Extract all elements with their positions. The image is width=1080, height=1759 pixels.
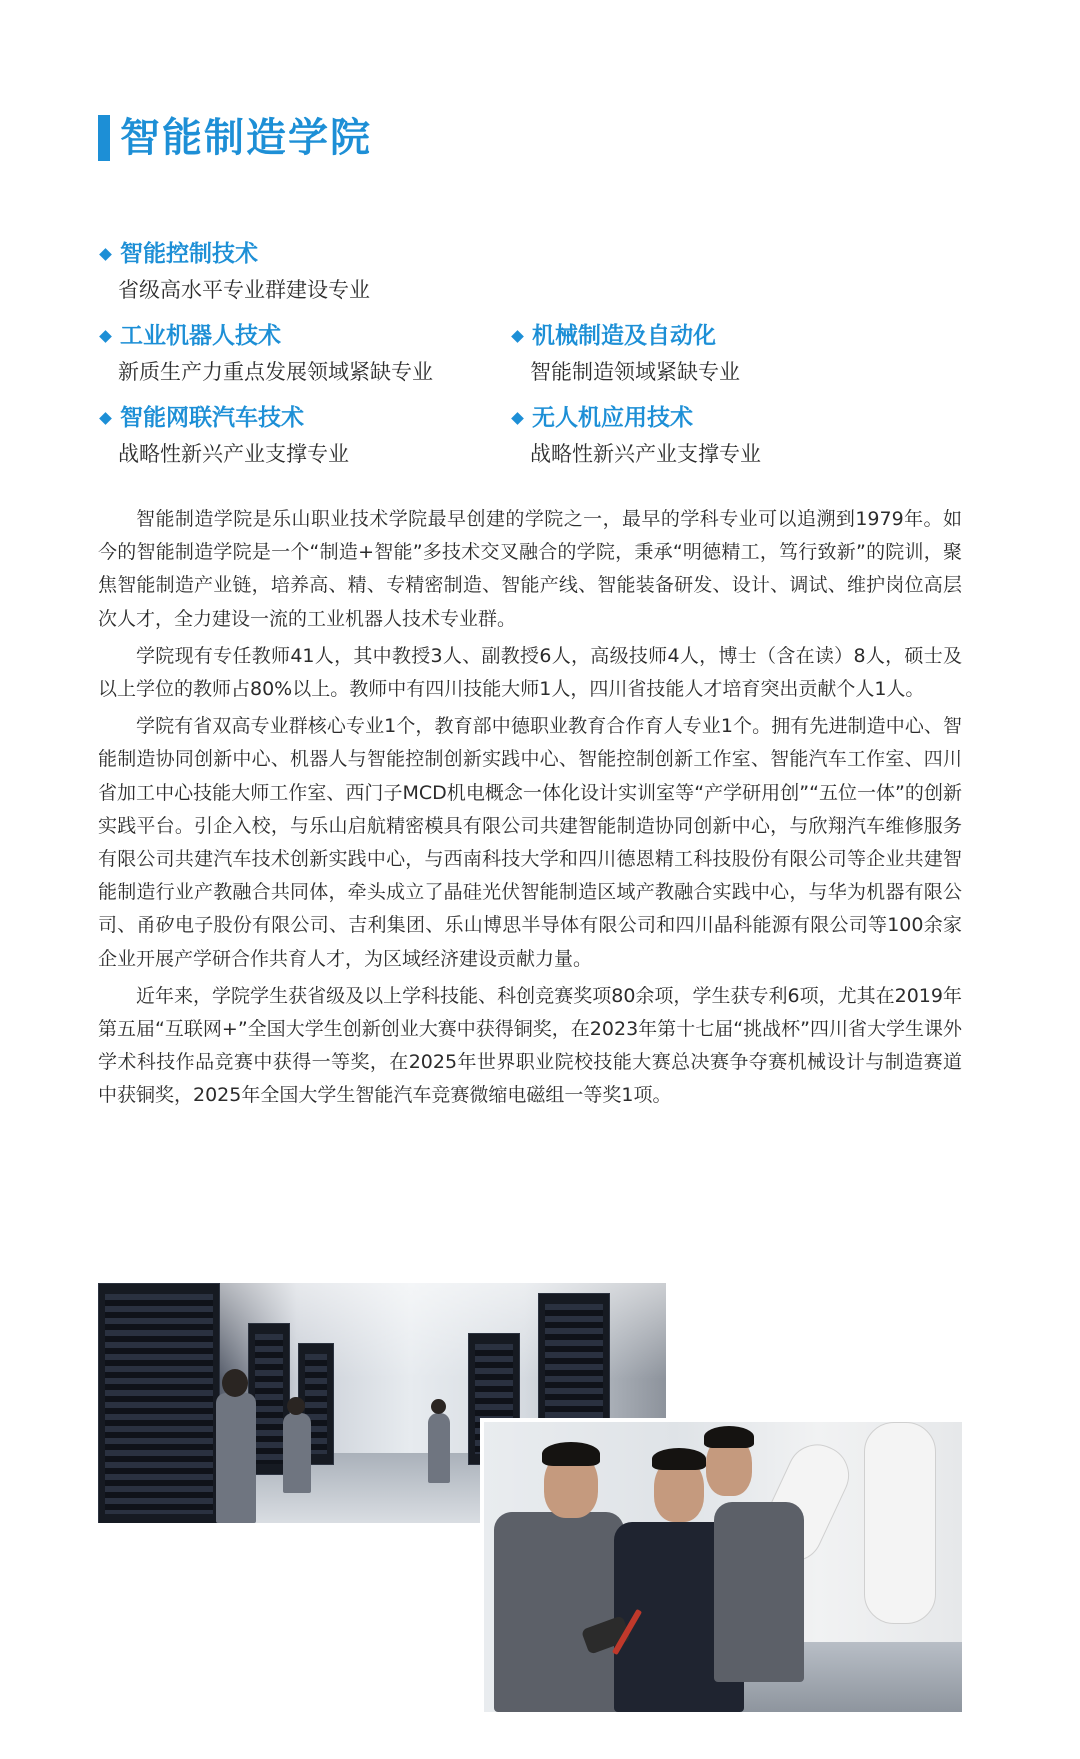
student-hair <box>704 1426 754 1448</box>
intro-text <box>98 503 962 1117</box>
student-figure <box>494 1512 624 1712</box>
major-name <box>98 320 510 352</box>
vertical-bar-icon <box>98 115 110 161</box>
majors-row-3 <box>98 402 978 484</box>
major-name <box>510 320 922 352</box>
major-desc: 智能制造领域紧缺专业 <box>530 360 740 384</box>
major-name-text: 智能控制技术 <box>120 241 258 267</box>
majors-list <box>98 238 978 484</box>
major-item <box>510 320 922 402</box>
diamond-bullet-icon <box>99 412 112 425</box>
majors-row-1 <box>98 238 978 320</box>
diamond-bullet-icon <box>99 330 112 343</box>
diamond-bullet-icon <box>511 412 524 425</box>
robot-photo <box>480 1418 966 1716</box>
student-hair <box>542 1442 600 1466</box>
teacher-hair <box>652 1448 706 1470</box>
major-desc: 省级高水平专业群建设专业 <box>118 278 370 302</box>
paragraph-faculty: 学院现有专任教师41人，其中教授3人、副教授6人，高级技师4人，博士（含在读）8人，硕士及以上学位的教师占80%以上。教师中有四川技能大师1人，四川省技能人才培育突出贡献个人1人。 <box>98 644 962 701</box>
majors-row-2 <box>98 320 978 402</box>
major-item <box>98 238 510 320</box>
major-name-text: 无人机应用技术 <box>532 405 693 431</box>
student-head <box>431 1399 446 1414</box>
major-name <box>510 402 922 434</box>
student-head <box>287 1397 305 1415</box>
major-name-text: 工业机器人技术 <box>120 323 281 349</box>
major-name <box>98 238 510 270</box>
major-item <box>98 402 510 484</box>
student-figure <box>216 1393 256 1523</box>
major-desc: 新质生产力重点发展领域紧缺专业 <box>118 360 433 384</box>
student-figure <box>714 1502 804 1682</box>
paragraph-awards: 近年来，学院学生获省级及以上学科技能、科创竞赛奖项80余项，学生获专利6项，尤其在2019年第五届“互联网+”全国大学生创新创业大赛中获得铜奖，在2023年第十七届“挑战杯”四川省大学生课外学术科技作品竞赛中获得一等奖，在2025年世界职业院校技能大赛总决赛争夺赛机械设计与制造赛道中获铜奖，2025年全国大学生智能汽车竞赛微缩电磁组一等奖1项。 <box>98 984 962 1107</box>
major-item <box>510 402 922 484</box>
page-title <box>98 108 372 168</box>
equipment-rack <box>98 1283 220 1523</box>
major-desc: 战略性新兴产业支撑专业 <box>118 442 349 466</box>
major-name-text: 机械制造及自动化 <box>532 323 716 349</box>
student-figure <box>428 1413 450 1483</box>
student-figure <box>283 1413 311 1493</box>
major-name-text: 智能网联汽车技术 <box>120 405 304 431</box>
page-title-text: 智能制造学院 <box>120 115 372 161</box>
student-head <box>222 1369 248 1397</box>
major-name <box>98 402 510 434</box>
robot-arm <box>864 1422 936 1624</box>
major-desc: 战略性新兴产业支撑专业 <box>530 442 761 466</box>
diamond-bullet-icon <box>99 248 112 261</box>
major-item <box>98 320 510 402</box>
paragraph-history: 智能制造学院是乐山职业技术学院最早创建的学院之一，最早的学科专业可以追溯到1979年。如今的智能制造学院是一个“制造+智能”多技术交叉融合的学院，秉承“明德精工，笃行致新”的院训，聚焦智能制造产业链，培养高、精、专精密制造、智能产线、智能装备研发、设计、调试、维护岗位高层次人才，全力建设一流的工业机器人技术专业群。 <box>98 508 962 630</box>
paragraph-platforms: 学院有省双高专业群核心专业1个，教育部中德职业教育合作育人专业1个。拥有先进制造中心、智能制造协同创新中心、机器人与智能控制创新实践中心、智能控制创新工作室、智能汽车工作室、四川省加工中心技能大师工作室、西门子MCD机电概念一体化设计实训室等“产学研用创”“五位一体”的创新实践平台。引企入校，与乐山启航精密模具有限公司共建智能制造协同创新中心，与欣翔汽车维修服务有限公司共建汽车技术创新实践中心，与西南科技大学和四川德恩精工科技股份有限公司等企业共建智能制造行业产教融合共同体，牵头成立了晶硅光伏智能制造区域产教融合实践中心，与华为机器有限公司、甬矽电子股份有限公司、吉利集团、乐山博思半导体有限公司和四川晶科能源有限公司等100余家企业开展产学研合作共育人才，为区域经济建设贡献力量。 <box>98 715 962 970</box>
diamond-bullet-icon <box>511 330 524 343</box>
